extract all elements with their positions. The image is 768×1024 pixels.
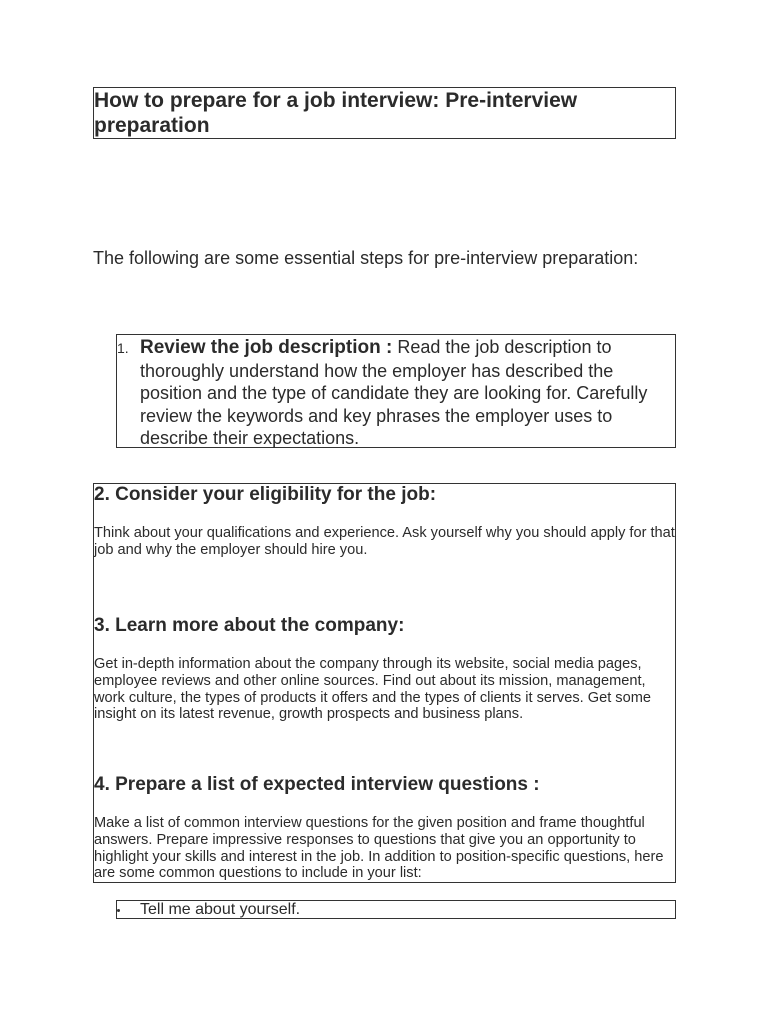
step-1-text <box>140 336 670 450</box>
step-3-heading: 3. Learn more about the company: <box>94 615 405 636</box>
step-1-heading: Review the job description : <box>140 337 393 358</box>
step-3-body: Get in-depth information about the company through its website, social media pages, employee reviews and other online sources. Find out about its mission, management, work culture, the types of products it offers and the types of clients it serves. Get some insight on its latest revenue, growth prospects and business plans. <box>94 656 651 723</box>
steps-2-4-box <box>93 483 676 883</box>
bullet-list-box <box>116 900 676 919</box>
intro-paragraph: The following are some essential steps for pre-interview preparation: <box>93 248 639 268</box>
step-1-body: Read the job description to thoroughly understand how the employer has described the position and the type of candidate they are looking for. Carefully review the keywords and key phrases the employer uses to describe their expectations. <box>140 337 648 448</box>
bullet-icon <box>117 909 120 912</box>
title-box <box>93 87 676 139</box>
step-1-box <box>116 334 676 448</box>
bullet-item: Tell me about yourself. <box>140 901 301 918</box>
step-1-number: 1. <box>117 340 129 356</box>
page-title: How to prepare for a job interview: Pre-interview preparation <box>94 89 578 137</box>
step-2-body: Think about your qualifications and experience. Ask yourself why you should apply for that job and why the employer should hire you. <box>94 525 675 558</box>
step-4-heading: 4. Prepare a list of expected interview questions : <box>94 774 540 795</box>
step-2-heading: 2. Consider your eligibility for the job: <box>94 484 437 505</box>
step-4-body: Make a list of common interview questions for the given position and frame thoughtful answers. Prepare impressive responses to questions that give you an opportunity to highlight your skills and interest in the job. In addition to position-specific questions, here are some common questions to include in your list: <box>94 815 664 882</box>
